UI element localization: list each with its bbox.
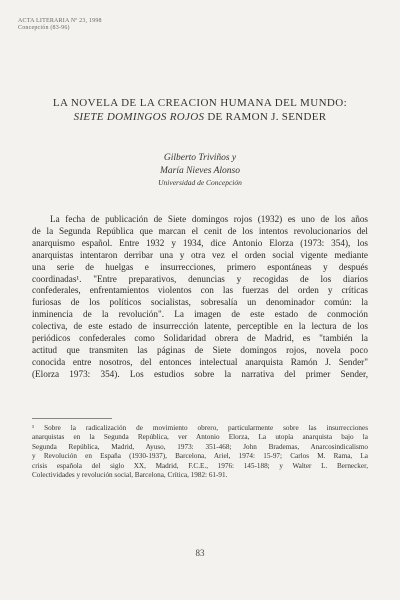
author-2: María Nieves Alonso	[159, 166, 241, 176]
body-line: actitud que transmiten las páginas de Siete domingos rojos, novela poco	[32, 344, 368, 355]
title-line-1: LA NOVELA DE LA CREACION HUMANA DEL MUNDO:	[52, 97, 348, 109]
title-line-2	[30, 110, 370, 124]
body-line: anarquistas intentaron derribar una y otra vez el orden social vigente mediante	[32, 249, 368, 260]
journal-name: ACTA LITERARIA Nº 23, 1998	[18, 18, 102, 24]
title-novel-name: SIETE DOMINGOS ROJOS	[73, 111, 205, 123]
body-line: La fecha de publicación de Siete domingos rojos (1932) es uno de los años	[50, 214, 368, 224]
author-affiliation: Universidad de Concepción	[158, 178, 242, 187]
body-line: periódicos confederales como Solidaridad obrera de Madrid, es "también la	[32, 333, 368, 344]
body-line: conocida entre nosotros, del entonces intelectual anarquista Ramón J. Sender"	[32, 356, 368, 367]
footnote-divider	[32, 418, 112, 419]
body-line: una serie de huelgas e insurrecciones, primero espontáneas y después	[32, 261, 368, 272]
footnote-line: ¹ Sobre la radicalización de movimiento obrero, particularmente sobre las insurrecciones	[32, 424, 368, 432]
footnote-line: anarquistas en la Segunda República, ver Antonio Elorza, La utopía anarquista bajo la	[32, 433, 368, 442]
body-line: (Elorza 1973: 354). Los estudios sobre la narrativa del primer Sender,	[32, 368, 368, 379]
page-number: 83	[195, 548, 205, 558]
body-line: inminencia de la revolución". La imagen de este estado de conmoción	[32, 309, 368, 320]
journal-pages: Concepción (83-96)	[18, 25, 70, 31]
body-line: furiosas de los políticos socialistas, sobresalía un denominador común: la	[32, 297, 368, 308]
footnote-line: crisis española del siglo XX, Madrid, F.C.E., 1976: 145-188; y Walter L. Bernecker,	[32, 461, 368, 470]
body-line: coordinadas¹. "Entre preparativos, denuncias y recogidas de los diarios	[32, 273, 368, 284]
footnotes	[32, 424, 368, 480]
footnote-line: Colectividades y revolución social, Barcelona, Crítica, 1982: 61-91.	[32, 471, 228, 480]
author-1: Gilberto Triviños y	[163, 153, 237, 163]
article-title	[30, 96, 370, 124]
body-line: colectiva, de este estado de insurrección latente, perceptible en la lectura de los	[32, 321, 368, 332]
journal-header	[18, 18, 102, 32]
footnote-line: y Revolución en España (1930-1937), Barcelona, Ariel, 1974: 15-97; Carlos M. Rama, La	[32, 452, 368, 461]
body-line: anarquismo español. Entre 1932 y 1934, dice Antonio Elorza (1973: 354), los	[32, 237, 368, 248]
footnote-line: Segunda República, Madrid, Ayuso, 1973: 351-468; John Brademas, Anarcosindicalismo	[32, 442, 368, 451]
body-line: de la Segunda República que marcan el cenit de los intentos revolucionarios del	[32, 225, 368, 236]
author-block	[40, 152, 360, 188]
body-line: confederales, enfrentamientos violentos con las fuerzas del orden y críticas	[32, 285, 368, 296]
body-paragraph	[32, 214, 368, 381]
title-author-part: DE RAMON J. SENDER	[204, 111, 327, 123]
